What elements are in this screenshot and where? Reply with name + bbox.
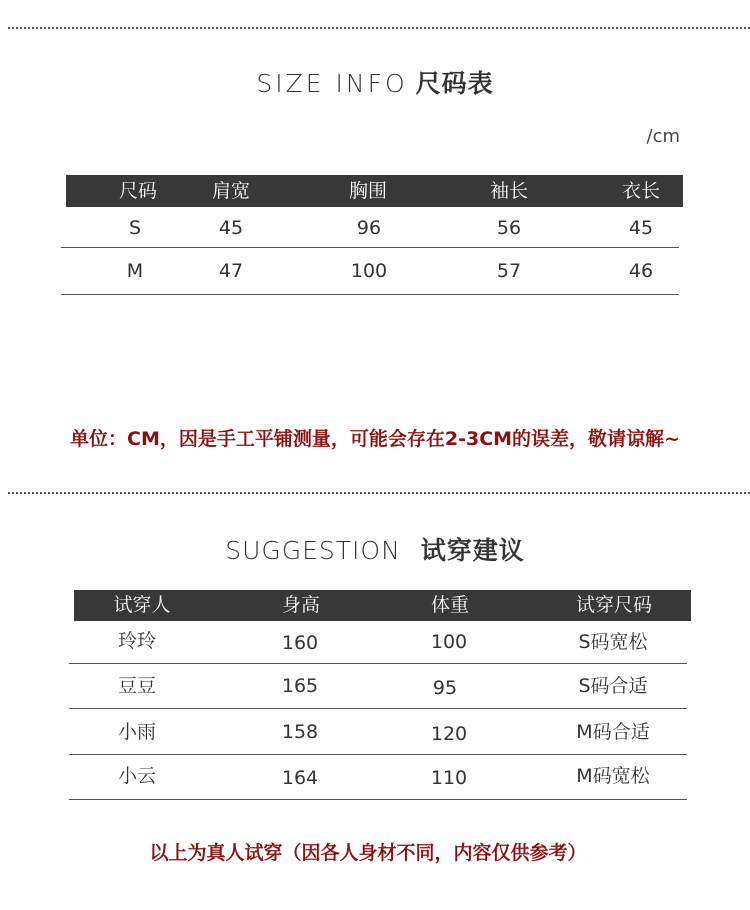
suggestion-header-cell: 体重 <box>430 594 469 616</box>
size-header-cell: 肩宽 <box>211 180 250 202</box>
size-info-title-cn: 尺码表 <box>415 69 494 98</box>
suggestion-cell: M码宽松 <box>576 765 650 787</box>
size-cell: 56 <box>496 217 522 239</box>
suggestion-cell: 158 <box>281 721 319 743</box>
suggestion-table-header <box>74 590 691 621</box>
table-row <box>69 709 687 755</box>
size-cell: 46 <box>628 260 654 282</box>
size-cell: 100 <box>350 260 388 282</box>
suggestion-cell: 95 <box>432 677 458 699</box>
size-info-title <box>0 64 750 100</box>
table-row <box>61 248 679 295</box>
size-info-title-en: SIZE INFO <box>256 69 408 98</box>
size-table-header <box>66 175 683 207</box>
suggestion-cell: 小云 <box>117 765 156 787</box>
size-cell: 45 <box>218 217 244 239</box>
divider-middle <box>8 492 750 494</box>
divider-top <box>8 27 750 29</box>
suggestion-cell: 164 <box>281 767 319 789</box>
suggestion-cell: S码宽松 <box>578 631 648 653</box>
size-cell: M <box>126 260 144 282</box>
suggestion-cell: 160 <box>281 632 319 654</box>
suggestion-cell: 120 <box>430 723 468 745</box>
footer-note: 以上为真人试穿（因各人身材不同，内容仅供参考） <box>149 842 587 864</box>
suggestion-cell: 100 <box>430 631 468 653</box>
table-row <box>61 207 679 248</box>
size-header-cell: 袖长 <box>489 180 528 202</box>
table-row <box>69 621 687 664</box>
suggestion-cell: 小雨 <box>117 721 156 743</box>
size-cell: 47 <box>218 260 244 282</box>
suggestion-title <box>0 531 750 567</box>
table-row <box>69 755 687 800</box>
suggestion-cell: S码合适 <box>578 675 648 697</box>
suggestion-cell: M码合适 <box>576 721 650 743</box>
measurement-note: 单位：CM，因是手工平铺测量，可能会存在2-3CM的误差，敬请谅解~ <box>70 428 680 450</box>
suggestion-title-cn: 试穿建议 <box>420 536 525 565</box>
suggestion-title-en: SUGGESTION <box>225 536 401 565</box>
suggestion-cell: 165 <box>281 675 319 697</box>
size-cell: 57 <box>496 260 522 282</box>
suggestion-cell: 110 <box>430 767 468 789</box>
suggestion-header-cell: 试穿尺码 <box>575 594 652 616</box>
suggestion-header-cell: 试穿人 <box>113 594 171 616</box>
table-row <box>69 664 687 709</box>
size-header-cell: 尺码 <box>118 180 157 202</box>
suggestion-cell: 豆豆 <box>117 675 156 697</box>
size-header-cell: 胸围 <box>348 180 387 202</box>
size-header-cell: 衣长 <box>621 180 660 202</box>
size-cell: S <box>128 217 142 239</box>
suggestion-cell: 玲玲 <box>117 630 156 652</box>
size-cell: 45 <box>628 217 654 239</box>
suggestion-header-cell: 身高 <box>281 594 320 616</box>
unit-label: /cm <box>646 126 680 147</box>
size-cell: 96 <box>356 217 382 239</box>
